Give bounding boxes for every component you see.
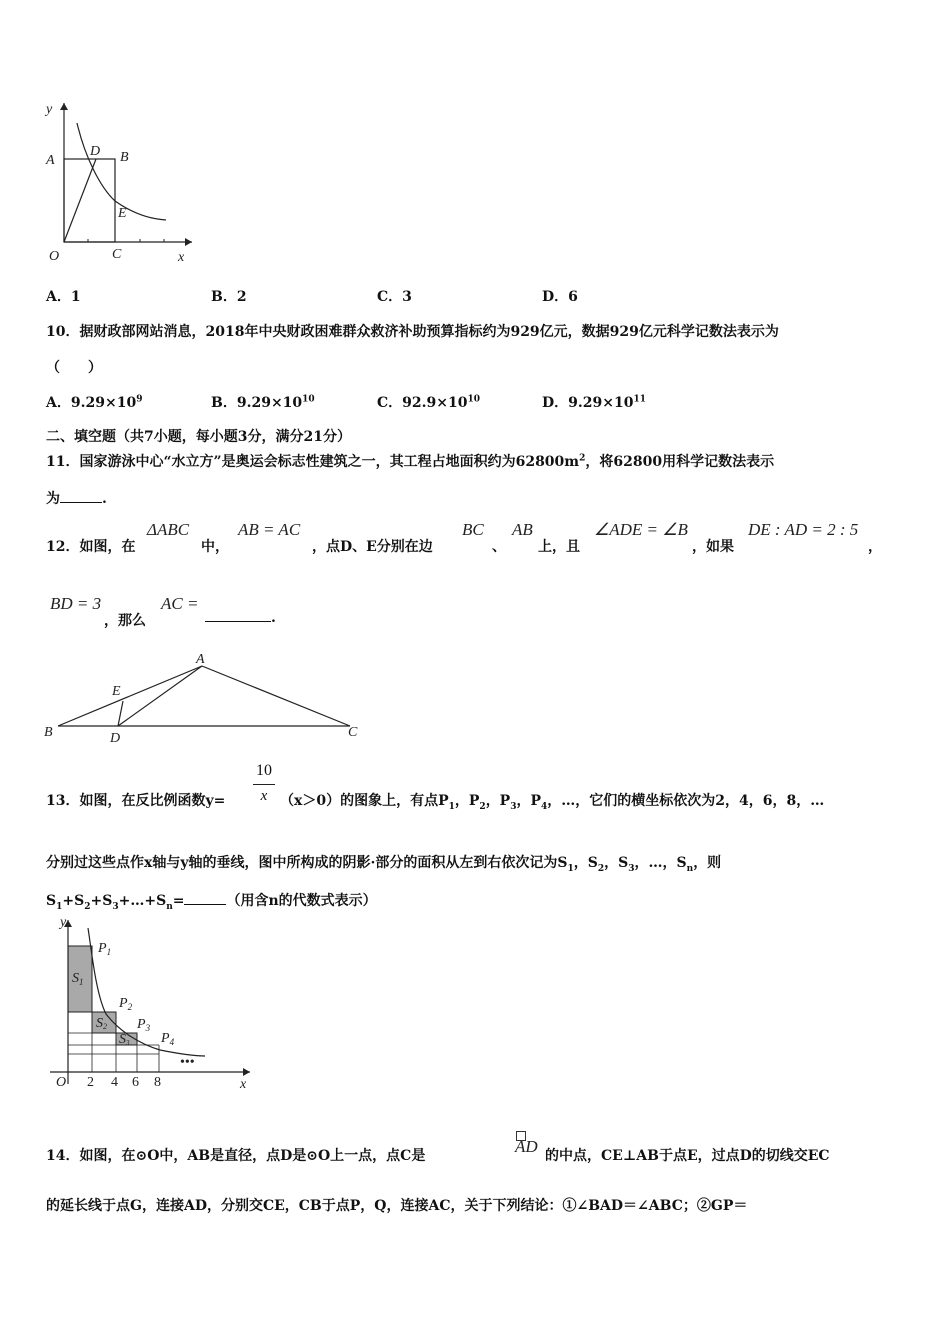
answer-blank — [184, 904, 226, 905]
label-ellipsis: ••• — [180, 1055, 195, 1070]
label-d: D — [110, 731, 121, 746]
segment-ac — [202, 666, 350, 726]
label-b: B — [44, 725, 53, 740]
q12-math-bd: BD = 3 — [50, 594, 102, 613]
q12-text: ，点D、E分别在边 — [312, 539, 433, 555]
q12-math-angle: ∠ADE = ∠B — [594, 520, 688, 539]
section-title: 二、填空题（共7小题，每小题3分，满分21分） — [46, 429, 351, 445]
q9-option-b: B．2 — [211, 289, 247, 305]
answer-blank — [60, 502, 102, 503]
answer-blank — [205, 621, 271, 622]
q12-number: 12．如图，在 — [46, 539, 136, 555]
label-e: E — [118, 206, 127, 221]
label-a: A — [46, 153, 55, 168]
q12-text: ， — [868, 539, 882, 555]
q12-math-ab: AB — [512, 520, 533, 539]
figure-q9-graph — [40, 95, 205, 265]
q13-fraction-numerator: 10 — [256, 762, 272, 779]
q9-option-c: C．3 — [377, 289, 412, 305]
label-b: B — [120, 150, 129, 165]
label-x: x — [240, 1077, 247, 1092]
label-c: C — [348, 725, 358, 740]
q10-stem: 10．据财政部网站消息，2018年中央财政困难群众救济补助预算指标约为929亿元，数据929亿元科学记数法表示为 — [46, 324, 779, 340]
label-p1: $P_1$ — [98, 941, 112, 957]
q12-math-ratio: DE : AD = 2 : 5 — [748, 520, 859, 539]
label-p3: $P_3$ — [137, 1017, 151, 1033]
q14-math-arc-ad: AD — [515, 1137, 538, 1156]
label-p2: $P_2$ — [119, 996, 133, 1012]
label-y: y — [60, 915, 67, 930]
q12-text: ，如果 — [692, 539, 734, 555]
q12-math-ac: AC = — [161, 594, 199, 613]
label-y: y — [46, 102, 53, 117]
q9-option-a: A．1 — [46, 289, 81, 305]
q12-text: 上，且 — [538, 539, 580, 555]
q12-math-triangle: ΔABC — [147, 520, 190, 539]
q12-text: ，那么 — [104, 613, 146, 629]
q10-option-d: D．$9.29\times 10^{11}$ — [542, 394, 646, 411]
label-d: D — [90, 144, 101, 159]
q12-math-ab-ac: AB = AC — [238, 520, 301, 539]
q11-stem: 11．国家游泳中心“水立方”是奥运会标志性建筑之一，其工程占地面积约为$62800m^2$，将62800用科学记数法表示 — [46, 453, 775, 470]
q14-stem-b: 的中点，CE⊥AB于点E，过点D的切线交EC — [545, 1148, 830, 1164]
figure-q12-triangle — [40, 648, 370, 748]
q10-option-a: A．$9.29\times 10^9$ — [46, 394, 143, 411]
label-x: x — [178, 250, 185, 265]
label-s1: $S_1$ — [72, 971, 84, 987]
segment-od — [64, 159, 96, 242]
q9-option-d: D．6 — [542, 289, 578, 305]
tick-6: 6 — [132, 1075, 139, 1090]
label-p4: $P_4$ — [161, 1031, 175, 1047]
tick-2: 2 — [87, 1075, 94, 1090]
tick-8: 8 — [154, 1075, 161, 1090]
label-c: C — [112, 247, 122, 262]
label-s3: S3 — [119, 1032, 130, 1047]
label-o: O — [49, 249, 60, 264]
tick-4: 4 — [111, 1075, 118, 1090]
q12-text: 、 — [492, 539, 506, 555]
q14-line-2: 的延长线于点G，连接AD，分别交CE，CB于点P，Q，连接AC，关于下列结论：①∠BAD＝∠ABC；②GP＝ — [46, 1198, 748, 1214]
q13-line-3: $S_1+S_2+S_3+\dots+S_n=$ （用含n的代数式表示） — [46, 893, 377, 912]
label-s2: S2 — [96, 1016, 107, 1031]
label-e: E — [112, 684, 121, 699]
rectangle-oabc — [64, 159, 115, 242]
q13-stem-b: （x＞0）的图象上，有点$P_1$，$P_2$，$P_3$，$P_4$，…，它们的横坐标依次为2，4，6，8，… — [280, 793, 825, 812]
q10-option-c: C．$92.9\times 10^{10}$ — [377, 394, 480, 411]
figure-q13-graph — [40, 914, 260, 1094]
q10-option-b: B．$9.29\times 10^{10}$ — [211, 394, 315, 411]
q14-stem-a: 14．如图，在⊙O中，AB是直径，点D是⊙O上一点，点C是 — [46, 1148, 426, 1164]
q11-answer-line: 为 . — [46, 491, 107, 507]
q12-text: 中， — [201, 539, 229, 555]
label-a: A — [196, 652, 205, 667]
q13-line-2: 分别过这些点作x轴与y轴的垂线，图中所构成的阴影·部分的面积从左到右依次记为$S_1$，$S_2$，$S_3$，…，$S_n$，则 — [46, 855, 722, 874]
q13-fraction-denominator: x — [260, 788, 268, 804]
label-o: O — [56, 1075, 67, 1090]
fraction-bar — [253, 784, 275, 785]
q10-paren: （ ） — [46, 360, 102, 376]
q12-math-bc: BC — [462, 520, 484, 539]
q13-stem-a: 13．如图，在反比例函数y= — [46, 793, 226, 809]
q12-answer: . — [205, 610, 276, 626]
